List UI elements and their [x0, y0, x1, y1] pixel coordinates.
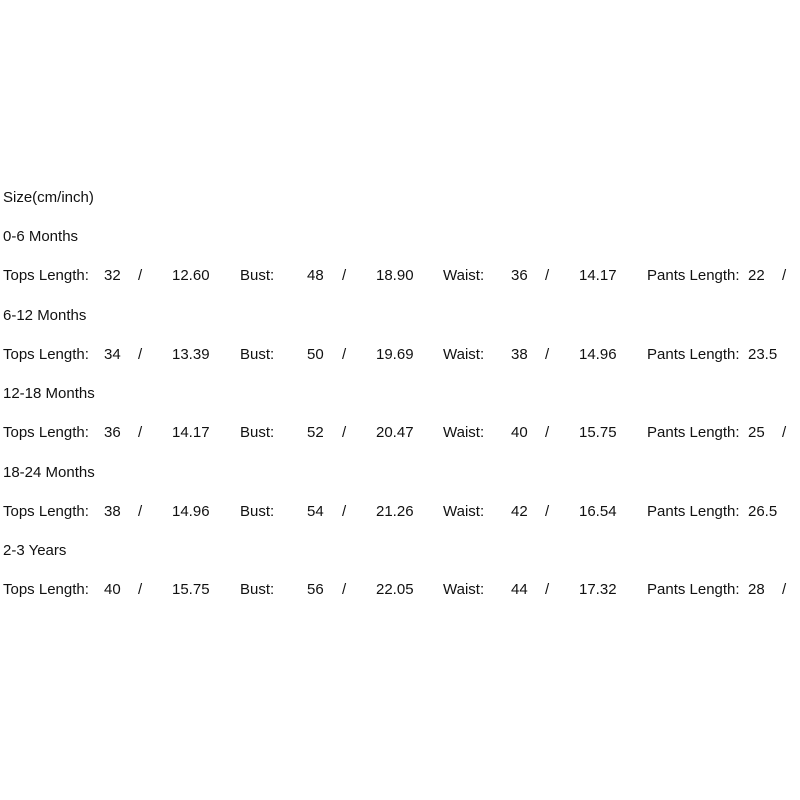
waist-in: 17.32: [579, 581, 617, 598]
bust-label: Bust:: [240, 424, 275, 441]
pants-length-label: Pants Length:: [647, 581, 740, 598]
size-name-6-12-months: 6-12 Months: [3, 307, 87, 324]
waist-cm: 42: [511, 503, 528, 520]
bust-cm: 56: [307, 581, 324, 598]
bust-cm: 48: [307, 267, 324, 284]
waist-cm: 36: [511, 267, 528, 284]
bust-separator: /: [342, 424, 347, 441]
pants-length-separator: /: [782, 267, 787, 284]
pants-length-cm: 22: [748, 267, 765, 284]
bust-in: 18.90: [376, 267, 414, 284]
tops-length-cm: 36: [104, 424, 121, 441]
pants-length-cm: 23.5: [748, 346, 778, 363]
pants-length-label: Pants Length:: [647, 267, 740, 284]
bust-cm: 50: [307, 346, 324, 363]
tops-length-in: 15.75: [172, 581, 210, 598]
tops-length-separator: /: [138, 581, 143, 598]
tops-length-separator: /: [138, 503, 143, 520]
waist-separator: /: [545, 424, 550, 441]
tops-length-label: Tops Length:: [3, 424, 89, 441]
waist-cm: 44: [511, 581, 528, 598]
waist-label: Waist:: [443, 346, 485, 363]
bust-in: 21.26: [376, 503, 414, 520]
tops-length-label: Tops Length:: [3, 267, 89, 284]
bust-label: Bust:: [240, 581, 275, 598]
bust-separator: /: [342, 267, 347, 284]
tops-length-separator: /: [138, 424, 143, 441]
tops-length-label: Tops Length:: [3, 503, 89, 520]
tops-length-cm: 38: [104, 503, 121, 520]
bust-separator: /: [342, 346, 347, 363]
waist-in: 15.75: [579, 424, 617, 441]
bust-label: Bust:: [240, 346, 275, 363]
size-chart-heading: Size(cm/inch): [3, 189, 94, 206]
waist-separator: /: [545, 346, 550, 363]
tops-length-cm: 40: [104, 581, 121, 598]
size-name-18-24-months: 18-24 Months: [3, 464, 95, 481]
bust-in: 20.47: [376, 424, 414, 441]
waist-in: 14.17: [579, 267, 617, 284]
waist-separator: /: [545, 503, 550, 520]
tops-length-separator: /: [138, 267, 143, 284]
pants-length-cm: 25: [748, 424, 765, 441]
tops-length-in: 13.39: [172, 346, 210, 363]
pants-length-separator: /: [782, 581, 787, 598]
bust-in: 22.05: [376, 581, 414, 598]
waist-in: 16.54: [579, 503, 617, 520]
tops-length-in: 14.17: [172, 424, 210, 441]
tops-length-label: Tops Length:: [3, 346, 89, 363]
tops-length-separator: /: [138, 346, 143, 363]
waist-label: Waist:: [443, 503, 485, 520]
waist-cm: 38: [511, 346, 528, 363]
bust-label: Bust:: [240, 267, 275, 284]
bust-label: Bust:: [240, 503, 275, 520]
bust-separator: /: [342, 503, 347, 520]
waist-in: 14.96: [579, 346, 617, 363]
pants-length-label: Pants Length:: [647, 503, 740, 520]
bust-cm: 52: [307, 424, 324, 441]
waist-cm: 40: [511, 424, 528, 441]
bust-cm: 54: [307, 503, 324, 520]
waist-label: Waist:: [443, 581, 485, 598]
tops-length-cm: 34: [104, 346, 121, 363]
bust-separator: /: [342, 581, 347, 598]
tops-length-in: 14.96: [172, 503, 210, 520]
waist-separator: /: [545, 581, 550, 598]
waist-label: Waist:: [443, 267, 485, 284]
size-name-12-18-months: 12-18 Months: [3, 385, 95, 402]
tops-length-in: 12.60: [172, 267, 210, 284]
bust-in: 19.69: [376, 346, 414, 363]
pants-length-label: Pants Length:: [647, 424, 740, 441]
waist-label: Waist:: [443, 424, 485, 441]
tops-length-cm: 32: [104, 267, 121, 284]
size-name-0-6-months: 0-6 Months: [3, 228, 79, 245]
pants-length-cm: 26.5: [748, 503, 778, 520]
pants-length-cm: 28: [748, 581, 765, 598]
tops-length-label: Tops Length:: [3, 581, 89, 598]
pants-length-separator: /: [782, 424, 787, 441]
waist-separator: /: [545, 267, 550, 284]
pants-length-label: Pants Length:: [647, 346, 740, 363]
size-name-2-3-years: 2-3 Years: [3, 542, 67, 559]
